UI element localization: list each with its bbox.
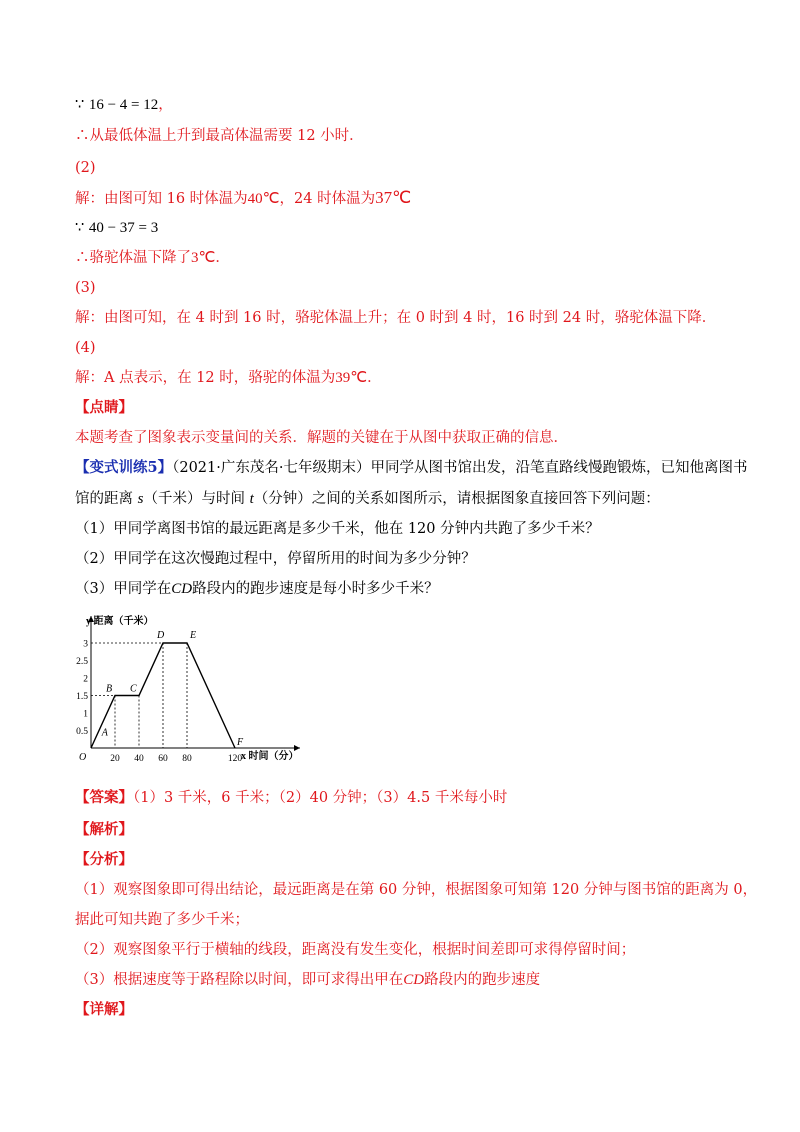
x-tick-label: 20 bbox=[110, 754, 120, 764]
text: 路段内的跑步速度 bbox=[424, 972, 541, 988]
analysis-line4 bbox=[75, 970, 540, 990]
jiexi-heading: 【解析】 bbox=[75, 821, 133, 838]
variant-line1 bbox=[75, 458, 747, 478]
point-labels bbox=[101, 630, 244, 748]
y-tick-label: 0.5 bbox=[76, 727, 88, 737]
point-label-e: E bbox=[190, 630, 197, 641]
x-tick-label: 80 bbox=[182, 754, 192, 764]
part-4-line1 bbox=[75, 368, 382, 388]
dianjing-heading: 【点睛】 bbox=[75, 399, 133, 416]
answer-label: 【答案】 bbox=[75, 789, 133, 806]
equation: 40 − 37 = 3 bbox=[88, 220, 159, 236]
answer-text: （1）3 千米，6 千米；（2）40 分钟；（3）4.5 千米每小时 bbox=[133, 790, 508, 806]
part-3-line1: 解：由图可知，在 4 时到 16 时，骆驼体温上升；在 0 时到 4 时，16 时到 24 时，骆驼体温下降． bbox=[75, 310, 717, 326]
text: ，24 时体温为 bbox=[279, 191, 376, 207]
part-4-label: (4) bbox=[75, 340, 96, 356]
x-tick-label: 40 bbox=[134, 754, 144, 764]
text: 馆的距离 bbox=[75, 491, 138, 507]
xiangjie-heading: 【详解】 bbox=[75, 1001, 133, 1018]
point-label-b: B bbox=[106, 683, 113, 695]
text: （分钟）之间的关系如图所示，请根据图象直接回答下列问题： bbox=[253, 491, 660, 507]
conclusion-text: 从最低体温上升到最高体温需要 12 小时． bbox=[89, 128, 364, 144]
y-tick-label: 2 bbox=[83, 674, 88, 685]
text: ． bbox=[215, 250, 230, 266]
temp-value: 3℃ bbox=[191, 250, 216, 266]
segment-label: CD bbox=[171, 581, 193, 597]
y-axis-label: y 距离（千米） bbox=[86, 616, 154, 627]
text: （3）根据速度等于路程除以时间，即可求得出甲在 bbox=[75, 972, 404, 988]
variable: t bbox=[249, 491, 254, 507]
text: 解：由图可知 16 时体温为 bbox=[75, 191, 248, 207]
x-tick-label: 120 bbox=[227, 754, 243, 764]
problem-text: （2021·广东茂名·七年级期末）甲同学从图书馆出发，沿笔直路线慢跑锻炼，已知他离图书 bbox=[172, 460, 748, 476]
text: （3）甲同学在 bbox=[75, 581, 172, 597]
y-tick-labels bbox=[76, 640, 88, 738]
origin-label: O bbox=[79, 752, 87, 763]
text: ． bbox=[367, 370, 382, 386]
temp-value: 40℃ bbox=[247, 191, 280, 207]
x-tick-label: 60 bbox=[158, 754, 168, 764]
therefore-line bbox=[75, 126, 364, 146]
text: 骆驼体温下降了 bbox=[89, 250, 191, 266]
analysis-line3: （2）观察图象平行于横轴的线段，距离没有发生变化，根据时间差即可求得停留时间； bbox=[75, 942, 636, 958]
therefore-symbol-icon: ∴ bbox=[75, 250, 90, 266]
x-tick-labels bbox=[110, 754, 242, 764]
analysis-line2: 据此可知共跑了多少千米； bbox=[75, 912, 249, 928]
variant-line2 bbox=[75, 489, 660, 509]
temp-value: 37℃ bbox=[375, 188, 412, 207]
point-label-c: C bbox=[130, 683, 137, 695]
distance-time-graph bbox=[75, 610, 315, 770]
temp-value: 39℃ bbox=[335, 370, 368, 386]
variant-heading: 【变式训练5】 bbox=[75, 459, 173, 476]
y-tick-label: 1 bbox=[83, 709, 88, 720]
y-tick-label: 1.5 bbox=[76, 692, 88, 702]
answer-line bbox=[75, 788, 507, 808]
x-axis-label: x 时间（分） bbox=[241, 751, 299, 762]
dianjing-text: 本题考查了图象表示变量间的关系．解题的关键在于从图中获取正确的信息． bbox=[75, 430, 568, 446]
part-2-label: (2) bbox=[75, 160, 96, 176]
fenxi-heading: 【分析】 bbox=[75, 851, 133, 868]
punct: ， bbox=[158, 97, 173, 113]
part-2-line1 bbox=[75, 188, 411, 209]
text: （千米）与时间 bbox=[143, 491, 250, 507]
because-line bbox=[75, 95, 173, 115]
point-label-f: F bbox=[237, 737, 244, 748]
part-2-conclusion bbox=[75, 248, 230, 268]
segment-label: CD bbox=[403, 972, 425, 988]
analysis-line1: （1）观察图象即可得出结论，最远距离是在第 60 分钟，根据图象可知第 120 分钟与图书馆的距离为 0， bbox=[75, 882, 758, 898]
equation: 16 − 4 = 12 bbox=[88, 97, 159, 113]
therefore-symbol-icon: ∴ bbox=[75, 128, 90, 144]
text: 路段内的跑步速度是每小时多少千米？ bbox=[192, 581, 439, 597]
point-label-d: D bbox=[157, 630, 165, 641]
variable: s bbox=[137, 491, 144, 507]
question-1: （1）甲同学离图书馆的最远距离是多少千米，他在 120 分钟内共跑了多少千米？ bbox=[75, 521, 600, 537]
y-tick-label: 3 bbox=[83, 639, 88, 650]
question-2: （2）甲同学在这次慢跑过程中，停留所用的时间为多少分钟？ bbox=[75, 551, 476, 567]
point-label-a: A bbox=[101, 727, 108, 739]
part-2-equation bbox=[75, 218, 158, 238]
because-symbol-icon: ∵ bbox=[75, 220, 85, 236]
because-symbol-icon: ∵ bbox=[75, 97, 85, 113]
y-tick-label: 2.5 bbox=[76, 657, 88, 667]
text: 解：A 点表示，在 12 时，骆驼的体温为 bbox=[75, 370, 336, 386]
part-3-label: (3) bbox=[75, 280, 96, 296]
question-3 bbox=[75, 579, 439, 599]
